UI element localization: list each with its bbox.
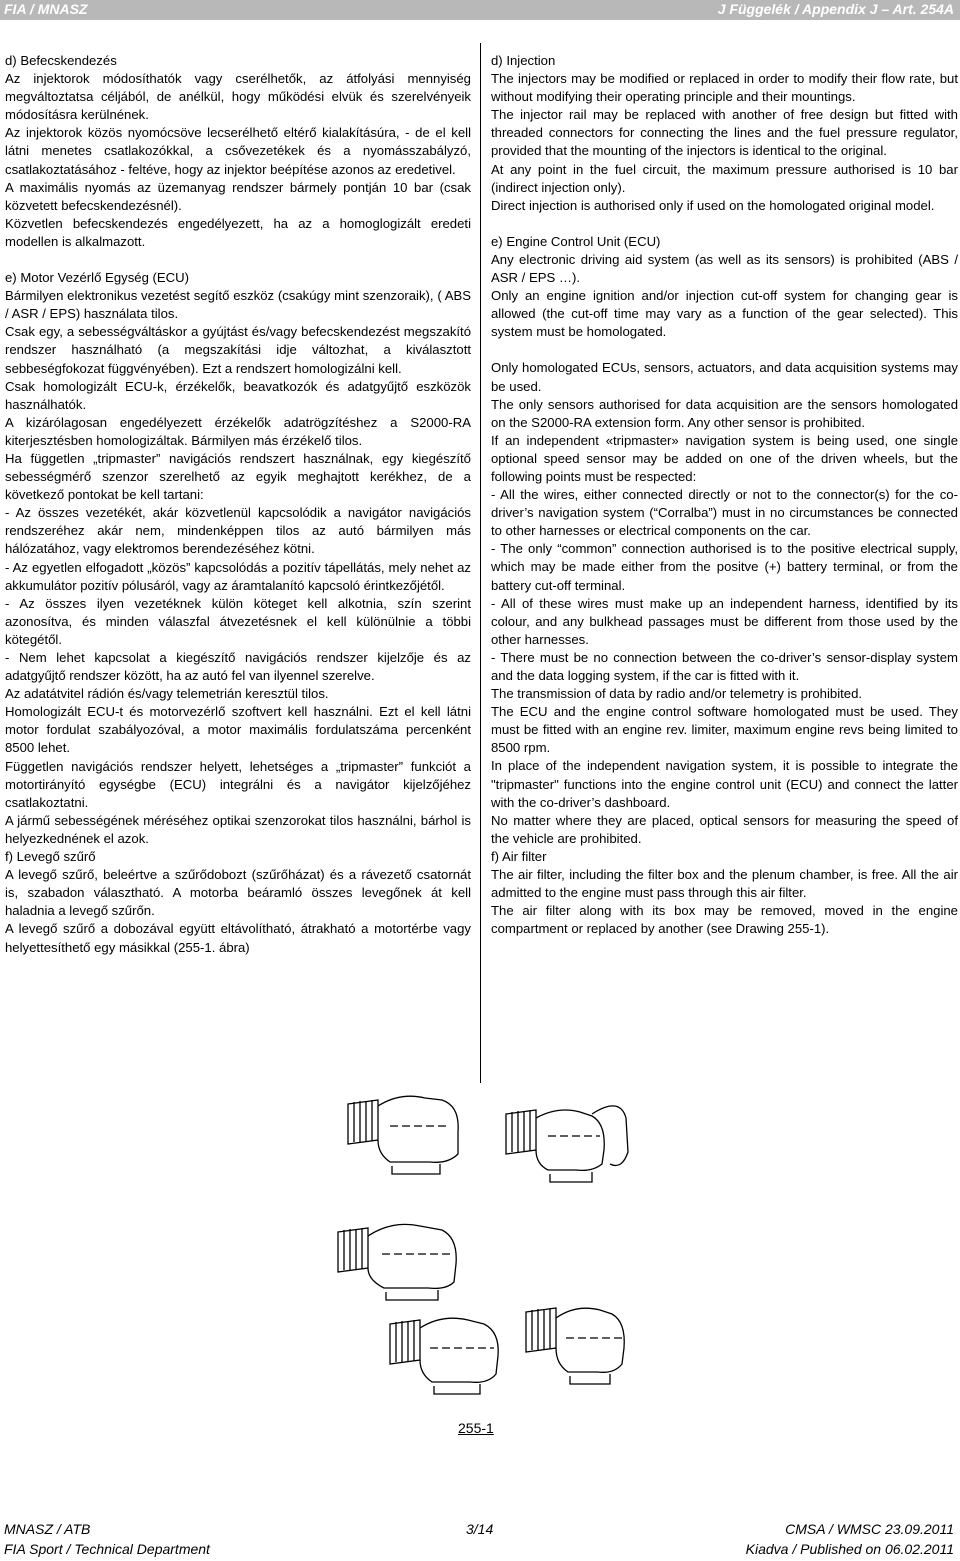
section-e-heading: e) Motor Vezérlő Egység (ECU) [5,270,190,286]
paragraph: Az adatátvitel rádión és/vagy telemetrián keresztül tilos. [5,686,329,702]
paragraph: Direct injection is authorised only if used on the homologated original model. [491,197,935,213]
paragraph: Csak egy, a sebességváltáskor a gyújtást és/vagy befecskendezést megszakító rendszer használható (a megszakítási idje változhat, a kiválasztott sebbeségfokozat függvényében). Ezt a rendszert homologizálni kell. [5,324,471,376]
english-column [491,52,958,938]
filter-box-bottom-left [390,1318,498,1394]
paragraph: Bármilyen elektronikus vezetést segítő eszköz (csakúgy mint szenzoraik), ( ABS / ASR / EPS) használata tilos. [5,288,471,322]
filter-box-bottom-right [526,1308,624,1384]
paragraph: Csak homologizált ECU-k, érzékelők, beavatkozók és adatgyűjtő eszközök használhatók. [5,378,471,412]
paragraph: Az injektorok módosíthatók vagy cserélhetők, az átfolyási mennyiség megváltoztatsa céljából, de anélkül, hogy működési elvük és szerelvényeik módosításra kerülnének. [5,71,471,123]
paragraph: - Az összes ilyen vezetéknek külön köteget kell alkotnia, szín szerint azonosítva, és minden válaszfal átvezetésnek el kell különülnie a többi kötegétől. [5,595,471,647]
section-f-heading: f) Levegő szűrő [5,849,96,865]
paragraph: The only sensors authorised for data acquisition are the sensors homologated on the S2000-RA extension form. Any other sensor is prohibited. [491,396,958,430]
footer-right-top: CMSA / WMSC 23.09.2011 [785,1521,954,1537]
figure-caption: 255-1 [458,1420,494,1436]
header-right: J Függelék / Appendix J – Art. 254A [717,1,954,17]
paragraph: Any electronic driving aid system (as well as its sensors) is prohibited (ABS / ASR / EPS …). [491,251,958,286]
page-header [0,0,960,20]
footer-right-bottom: Kiadva / Published on 06.02.2011 [745,1541,954,1557]
paragraph: The injector rail may be replaced with another of free design but fitted with threaded connectors for connecting the lines and the fuel pressure regulator, provided that the mounting of the injectors is identical to the original. [491,107,958,159]
paragraph: A levegő szűrő, beleértve a szűrődobozt (szűrőházat) és a rávezető csatornát is, szabadon választható. A motorba beáramló összes levegőnek át kell haladnia a levegő szűrőn. [5,867,471,919]
column-divider [480,43,481,1083]
paragraph: Ha független „tripmaster” navigációs rendszert használnak, egy kiegészítő sebességmérő szenzor szerelhető az egyik meghajtott kerékhez, de a következő pontokat be kell tartani: [5,450,471,503]
section-e-heading: e) Engine Control Unit (ECU) [491,233,661,249]
paragraph: No matter where they are placed, optical sensors for measuring the speed of the vehicle are prohibited. [491,812,958,846]
paragraph: - All the wires, either connected directly or not to the connector(s) for the co-driver’s navigation system (“Corralba”) must in no circumstances be connected to other harnesses or electrical components on the car. [491,487,958,539]
paragraph: The air filter, including the filter box and the plenum chamber, is free. All the air admitted to the engine must pass through this air filter. [491,867,958,901]
paragraph: The transmission of data by radio and/or telemetry is prohibited. [491,686,863,702]
paragraph: Only homologated ECUs, sensors, actuators, and data acquisition systems may be used. [491,360,958,394]
paragraph: A kizárólagosan engedélyezett érzékelők adatrögzítéshez a S2000-RA kiterjesztésben homologizáltak. Bármilyen más érzékelő tilos. [5,414,471,448]
paragraph: A jármű sebességének méréséhez optikai szenzorokat tilos használni, bárhol is helyezkednének el azok. [5,812,471,846]
paragraph: Az injektorok közös nyomócsöve lecserélhető eltérő kialakításúra, - de el kell látni menetes csatlakozókkal, a csővezetékek és a nyomásszabályzó, csatlakoztatásához - feltéve, hogy az injektor beépítése azonos az eredetivel. [5,125,471,177]
paragraph: - There must be no connection between the co-driver’s sensor-display system and the data logging system, if the car is fitted with it. [491,649,958,683]
paragraph: A maximális nyomás az üzemanyag rendszer bármely pontján 10 bar (csak közvetett befecskendezésnél). [5,179,471,213]
section-d-heading: d) Injection [491,53,556,68]
paragraph: At any point in the fuel circuit, the maximum pressure authorised is 10 bar (indirect injection only). [491,161,958,195]
hungarian-column [5,52,471,957]
paragraph: Only an engine ignition and/or injection cut-off system for changing gear is allowed (the cut-off time may vary as a function of the gear selected). This system must be homologated. [491,288,958,340]
paragraph: - The only “common” connection authorised is to the positive electrical supply, which may be made either from the positve (+) battery terminal, or from the battery cut-off terminal. [491,541,958,593]
paragraph: Közvetlen befecskendezés engedélyezett, ha az a homoglogizált eredeti modellen is alkalmazott. [5,215,471,249]
paragraph: If an independent «tripmaster» navigation system is being used, one single optional speed sensor may be added on one of the driven wheels, but the following points must be respected: [491,432,958,484]
paragraph: - All of these wires must make up an independent harness, identified by its colour, and any bulkhead passages must be different from those used by the other harnesses. [491,595,958,647]
paragraph: - Az összes vezetékét, akár közvetlenül kapcsolódik a navigátor navigációs rendszeréhez akár nem, mindenképpen tilos az autó bármilyen más hálózatához, vagy elektromos berendezéséhez kötni. [5,505,471,557]
filter-box-top-right [506,1106,628,1182]
paragraph: The ECU and the engine control software homologated must be used. They must be fitted with an engine rev. limiter, maximum engine revs being limited to 8500 rpm. [491,704,958,756]
paragraph: Független navigációs rendszer helyett, lehetséges a „tripmaster” funkciót a motortirányító egységbe (ECU) integrálni és a navigátor kijelzőjéhez csatlakoztatni. [5,758,471,810]
paragraph: - Nem lehet kapcsolat a kiegészítő navigációs rendszer kijelzője és az adatgyűjtő rendszer között, ha az autó fel van ilyennel szerelve. [5,650,471,684]
paragraph: - Az egyetlen elfogadott „közös” kapcsolódás a pozitív tápellátás, mely nehet az akkumulátor pozitív pólusáról, vagy az áramtalanító kapcsoló érintkezőjétől. [5,559,471,593]
filter-box-top-left [348,1096,458,1174]
paragraph: A levegő szűrő a dobozával együtt eltávolítható, átrakható a motortérbe vagy helyettesíthető egy másikkal (255-1. ábra) [5,921,471,955]
page-number: 3/14 [466,1521,494,1537]
paragraph: The injectors may be modified or replaced in order to modify their flow rate, but without modifying their operating principle and their mountings. [491,71,958,105]
paragraph: Homologizált ECU-t és motorvezérlő szoftvert kell használni. Ezt el kell látni motor fordulat szabályozóval, a motor maximális fordulatszáma percenként 8500 lehet. [5,704,471,756]
filter-box-middle [338,1224,456,1300]
section-d-heading: d) Befecskendezés [5,53,117,68]
section-f-heading: f) Air filter [491,848,547,864]
footer-left-bottom: FIA Sport / Technical Department [4,1541,210,1557]
air-filter-drawing [330,1092,630,1410]
paragraph: In place of the independent navigation system, it is possible to integrate the "tripmaster" functions into the engine control unit (ECU) and connect the latter with the co-driver’s dashboard. [491,758,958,810]
footer-left-top: MNASZ / ATB [4,1521,91,1537]
paragraph: The air filter along with its box may be removed, moved in the engine compartment or replaced by another (see Drawing 255-1). [491,903,958,937]
header-left: FIA / MNASZ [4,1,88,17]
